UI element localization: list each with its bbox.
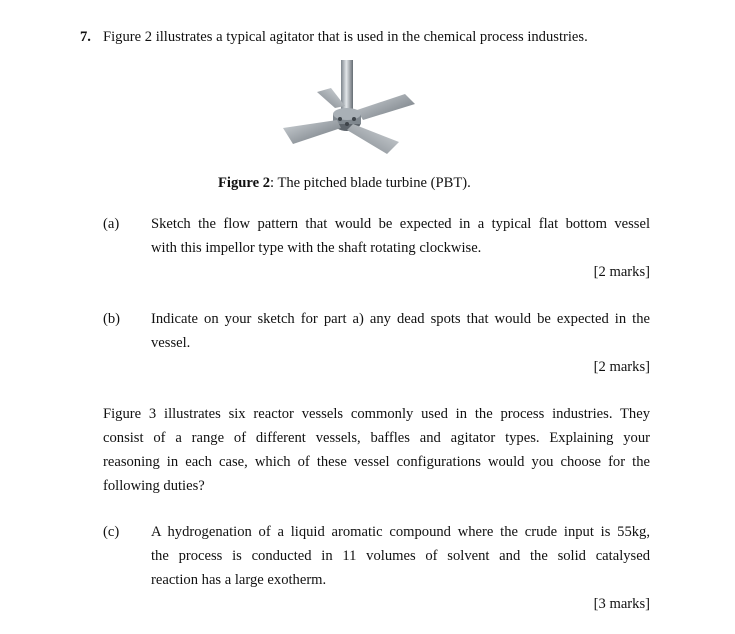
blade-front-left — [283, 120, 341, 144]
part-a-line1: Sketch the flow pattern that would be expected in a typical flat bottom vessel — [151, 216, 650, 232]
part-a-line2: with this impellor type with the shaft rotating clockwise. — [151, 240, 482, 256]
figure-caption — [218, 175, 471, 192]
figure-caption-text: : The pitched blade turbine (PBT). — [270, 175, 471, 191]
part-c-line2: the process is conducted in 11 volumes of solvent and the solid catalysed — [151, 548, 650, 564]
part-c-marks: [3 marks] — [593, 596, 650, 612]
figure3-paragraph-line4: following duties? — [103, 478, 205, 494]
part-b-marks: [2 marks] — [593, 359, 650, 375]
blade-back-left — [317, 88, 345, 108]
blade-back-right — [357, 94, 415, 120]
question-intro: Figure 2 illustrates a typical agitator that is used in the chemical process industries. — [103, 29, 588, 45]
part-c-label: (c) — [103, 524, 120, 540]
part-b-line1: Indicate on your sketch for part a) any dead spots that would be expected in the — [151, 311, 650, 327]
part-c-line3: reaction has a large exotherm. — [151, 572, 327, 588]
part-b-label: (b) — [103, 311, 121, 327]
blade-front-right — [347, 124, 399, 154]
figure3-paragraph-line2: consist of a range of different vessels, baffles and agitator types. Explaining your — [103, 430, 650, 446]
pitched-blade-turbine-image — [277, 58, 419, 160]
figure-label: Figure 2 — [218, 175, 271, 191]
part-b-line2: vessel. — [151, 335, 191, 351]
part-c-line1: A hydrogenation of a liquid aromatic compound where the crude input is 55kg, — [151, 524, 650, 540]
part-a-label: (a) — [103, 216, 120, 232]
figure3-paragraph-line1: Figure 3 illustrates six reactor vessels commonly used in the process industries. They — [103, 406, 650, 422]
figure3-paragraph-line3: reasoning in each case, which of these vessel configurations would you choose for the — [103, 454, 650, 470]
part-a-marks: [2 marks] — [593, 264, 650, 280]
question-number: 7. — [80, 29, 91, 45]
